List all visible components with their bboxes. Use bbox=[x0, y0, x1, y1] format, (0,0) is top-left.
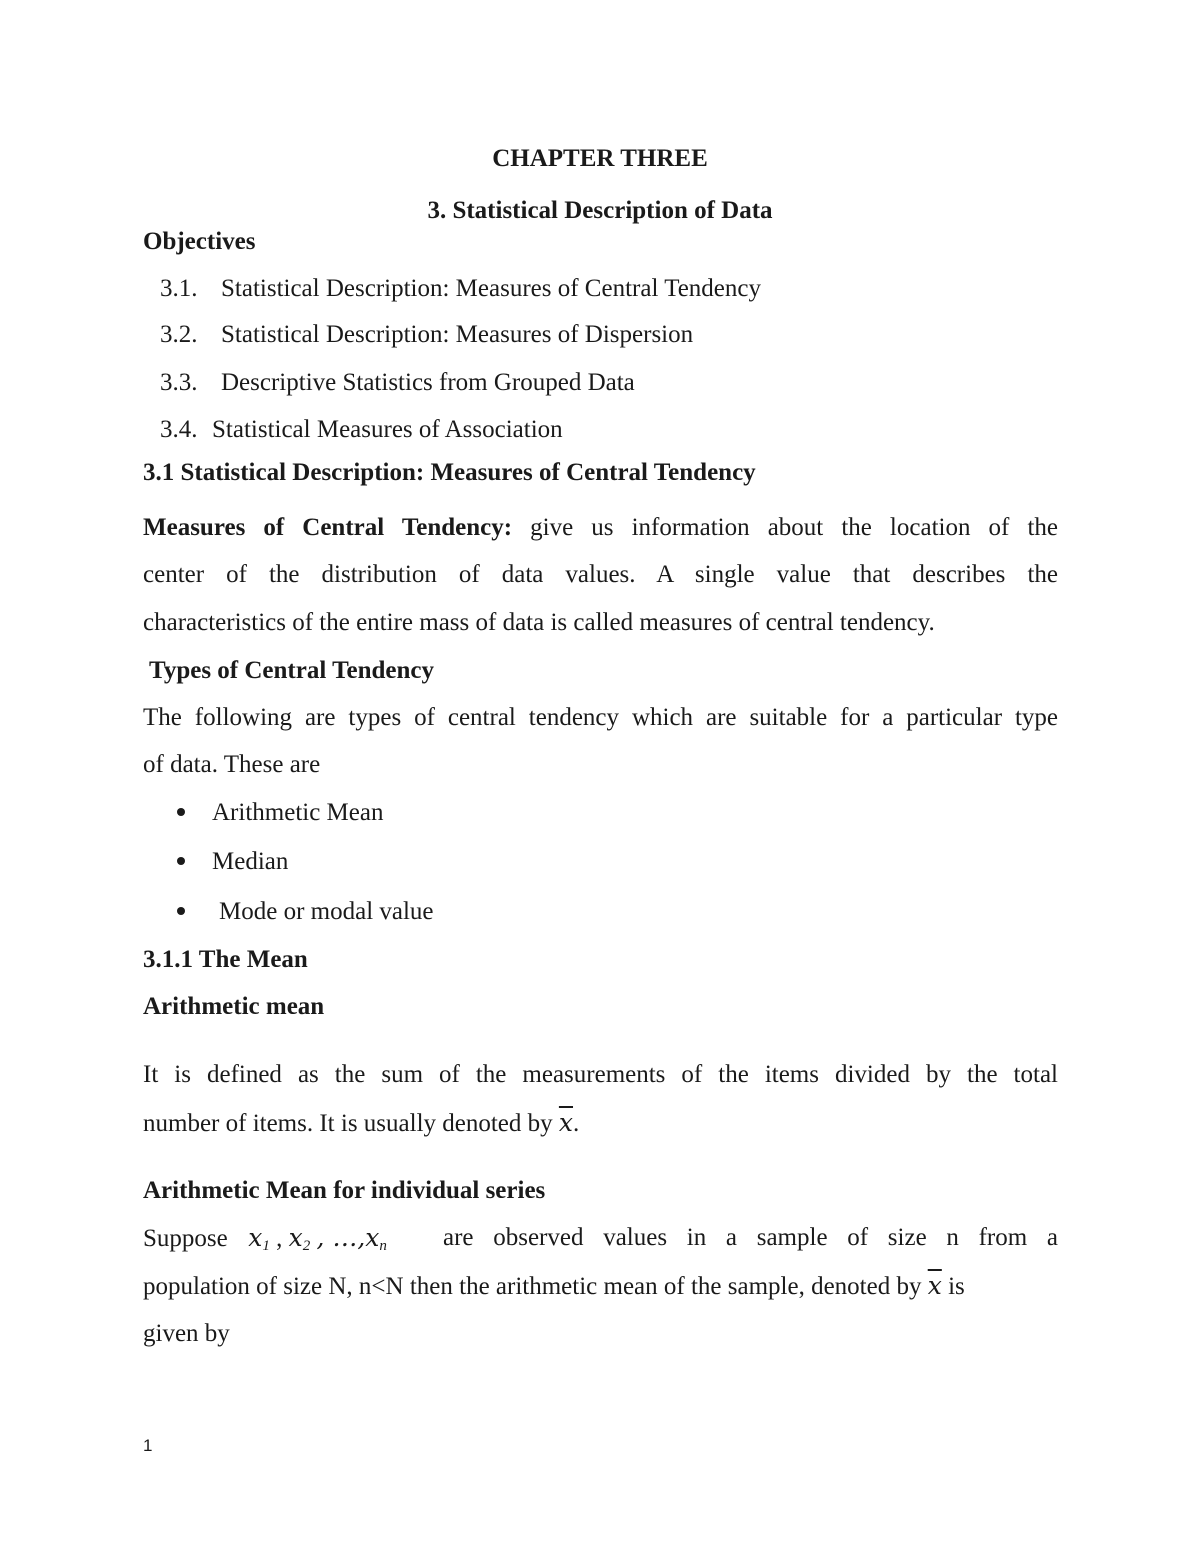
x-variable: x bbox=[365, 1223, 380, 1252]
x-bar-symbol: $\overline{x}$ bbox=[558, 1108, 574, 1137]
subscript: 1 bbox=[262, 1238, 270, 1254]
objective-text: Descriptive Statistics from Grouped Data bbox=[221, 369, 635, 396]
section-3-1-1-heading: 3.1.1 The Mean bbox=[143, 946, 308, 973]
types-intro-line-1: The following are types of central tendency which are suitable for a particular type bbox=[143, 704, 1058, 731]
mean-definition-text: number of items. It is usually denoted by bbox=[143, 1110, 553, 1137]
types-heading: Types of Central Tendency bbox=[149, 657, 434, 684]
list-item-arithmetic-mean: Arithmetic Mean bbox=[212, 799, 384, 826]
individual-series-line-2 bbox=[143, 1273, 1058, 1299]
chapter-title: CHAPTER THREE bbox=[492, 145, 708, 172]
section-3-1-heading: 3.1 Statistical Description: Measures of Central Tendency bbox=[143, 459, 756, 486]
objective-text: Statistical Measures of Association bbox=[212, 416, 563, 443]
x-variable: x bbox=[288, 1223, 303, 1252]
individual-series-line-1 bbox=[143, 1225, 1058, 1254]
objective-item-2 bbox=[160, 322, 693, 347]
x-variable: x bbox=[248, 1223, 263, 1252]
mean-definition-line-2 bbox=[143, 1110, 579, 1136]
objective-number: 3.3. bbox=[160, 369, 198, 396]
types-intro-line-2: of data. These are bbox=[143, 751, 321, 778]
definition-text: give us information about the location of the bbox=[530, 514, 1058, 541]
definition-line-1 bbox=[143, 515, 1058, 540]
objective-item-1 bbox=[160, 276, 761, 301]
objective-item-3 bbox=[160, 370, 635, 395]
objective-text: Statistical Description: Measures of Central Tendency bbox=[221, 275, 762, 302]
arithmetic-mean-heading: Arithmetic mean bbox=[143, 993, 325, 1020]
objective-text: Statistical Description: Measures of Dispersion bbox=[221, 321, 694, 348]
bullet-icon bbox=[177, 808, 185, 816]
individual-series-line-3: given by bbox=[143, 1320, 230, 1347]
bullet-icon bbox=[177, 907, 185, 915]
x-bar-symbol: $\overline{x}$ bbox=[927, 1271, 942, 1300]
list-item-median: Median bbox=[212, 848, 289, 875]
definition-term: Measures of Central Tendency: bbox=[143, 514, 513, 541]
objective-number: 3.4. bbox=[160, 416, 198, 443]
period: . bbox=[573, 1110, 580, 1137]
section-title: 3. Statistical Description of Data bbox=[427, 197, 773, 224]
subscript: n bbox=[379, 1238, 387, 1254]
objective-number: 3.1. bbox=[160, 275, 198, 302]
list-item-mode: Mode or modal value bbox=[219, 898, 434, 925]
subscript: 2 bbox=[302, 1238, 311, 1254]
suffix-text: are observed values in a sample of size n from a bbox=[443, 1224, 1058, 1251]
definition-line-3: characteristics of the entire mass of data is called measures of central tendency. bbox=[143, 609, 935, 636]
individual-series-heading: Arithmetic Mean for individual series bbox=[143, 1177, 546, 1204]
definition-line-2: center of the distribution of data values. A single value that describes the bbox=[143, 561, 1058, 588]
objective-item-4 bbox=[160, 417, 563, 442]
mean-definition-line-1: It is defined as the sum of the measurements of the items divided by the total bbox=[143, 1061, 1058, 1088]
separator: , …, bbox=[316, 1223, 366, 1252]
objectives-heading: Objectives bbox=[143, 228, 256, 255]
page-number: 1 bbox=[143, 1436, 153, 1455]
separator: , bbox=[276, 1225, 283, 1252]
objective-number: 3.2. bbox=[160, 321, 198, 348]
bullet-icon bbox=[177, 857, 185, 865]
line-2-text: population of size N, n<N then the arithmetic mean of the sample, denoted by bbox=[143, 1273, 922, 1300]
suppose-text: Suppose bbox=[143, 1225, 228, 1252]
is-text: is bbox=[948, 1273, 965, 1300]
